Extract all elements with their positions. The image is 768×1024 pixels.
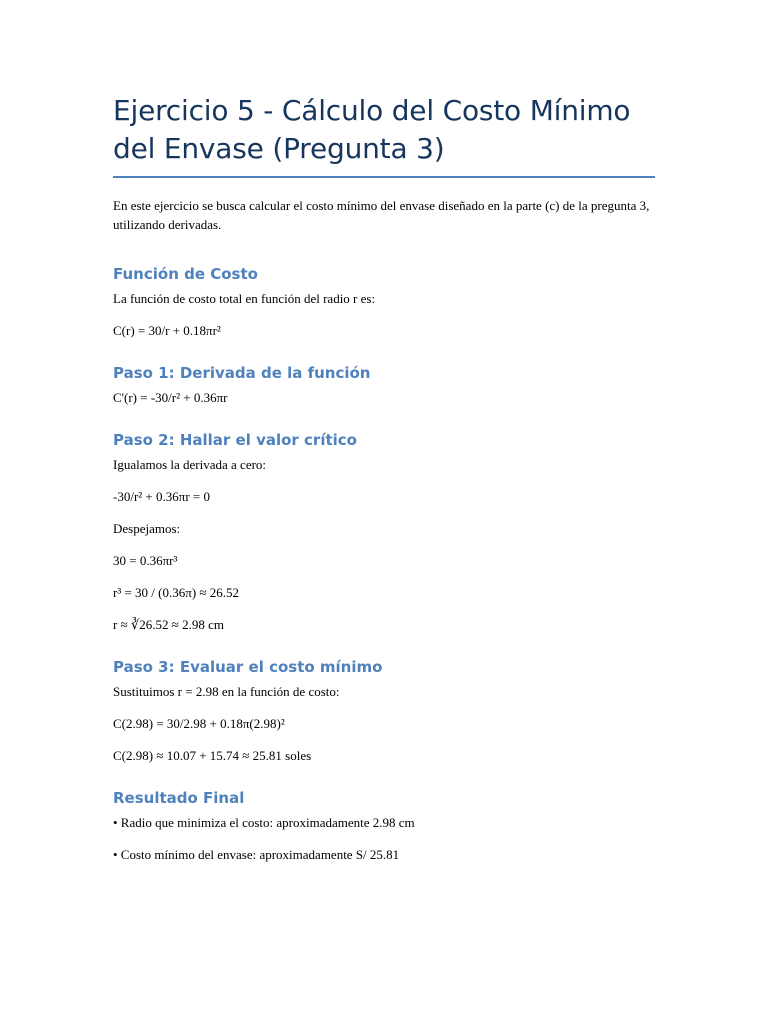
section-heading: Resultado Final [113,789,245,807]
formula-line: C(r) = 30/r + 0.18πr² [113,323,221,338]
section-text: Despejamos: [113,521,181,536]
section-heading: Función de Costo [113,265,258,283]
result-bullet: • Costo mínimo del envase: aproximadamente S/ 25.81 [113,847,400,862]
formula-line: C'(r) = -30/r² + 0.36πr [113,390,228,405]
section-heading: Paso 1: Derivada de la función [113,364,371,382]
formula-line: -30/r² + 0.36πr = 0 [113,489,210,504]
section-text: Sustituimos r = 2.98 en la función de costo: [113,684,340,699]
section-heading: Paso 3: Evaluar el costo mínimo [113,658,383,676]
section-step-1 [113,363,655,407]
section-final-result [113,788,655,864]
intro-paragraph: En este ejercicio se busca calcular el costo mínimo del envase diseñado en la parte (c) de la pregunta 3, utilizando derivadas. [113,198,650,232]
formula-line: r³ = 30 / (0.36π) ≈ 26.52 [113,585,240,600]
document-page [113,92,655,887]
section-text: Igualamos la derivada a cero: [113,457,267,472]
section-heading: Paso 2: Hallar el valor crítico [113,431,357,449]
formula-line: C(2.98) = 30/2.98 + 0.18π(2.98)² [113,716,285,731]
section-text: La función de costo total en función del radio r es: [113,291,376,306]
section-step-2 [113,430,655,634]
result-bullet: • Radio que minimiza el costo: aproximadamente 2.98 cm [113,815,415,830]
formula-line: 30 = 0.36πr³ [113,553,178,568]
section-step-3 [113,657,655,765]
document-title: Ejercicio 5 - Cálculo del Costo Mínimo del Envase (Pregunta 3) [113,94,631,165]
title-underline [113,176,655,178]
formula-line: r ≈ ∛26.52 ≈ 2.98 cm [113,617,225,632]
section-cost-function [113,264,655,340]
formula-line: C(2.98) ≈ 10.07 + 15.74 ≈ 25.81 soles [113,748,312,763]
